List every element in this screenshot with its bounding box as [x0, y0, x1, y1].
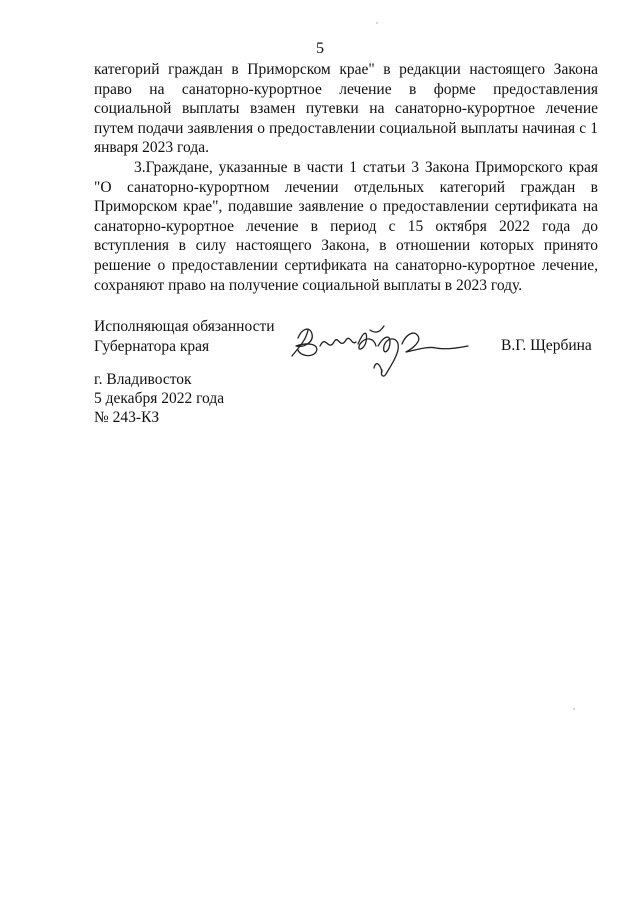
- law-text: [94, 60, 598, 295]
- page-number: 5: [316, 40, 324, 57]
- place-of-signing: г. Владивосток: [94, 371, 192, 388]
- enactment-details: [94, 370, 224, 427]
- position-line-1: Исполняющая обязанности: [94, 318, 275, 335]
- scan-speck: [376, 22, 378, 24]
- date-of-signing: 5 декабря 2022 года: [94, 390, 225, 407]
- signatory-name: В.Г. Щербина: [501, 337, 592, 354]
- position-line-2: Губернатора края: [94, 338, 210, 355]
- scan-speck: [573, 708, 575, 710]
- handwritten-signature: [286, 316, 476, 380]
- paragraph-3: 3.Граждане, указанные в части 1 статьи 3 Закона Приморского края "О санаторно-курортном лечении отдельных категорий граждан в Приморском крае", подавшие заявление о предоставлении сертификата на санаторно-курортное лечение в период с 15 октября 2022 года до вступления в силу настоящего Закона, в отношении которых принято решение о предоставлении сертификата на санаторно-курортное лечение, сохраняют право на получение социальной выплаты в 2023 году.: [94, 158, 598, 294]
- law-number: № 243-КЗ: [94, 409, 160, 426]
- signatory-position: [94, 317, 275, 357]
- paragraph-continuation: категорий граждан в Приморском крае" в редакции настоящего Закона право на санаторно-курортное лечение в форме предоставления социальной выплаты взамен путевки на санаторно-курортное лечение путем подачи заявления о предоставлении социальной выплаты начиная с 1 января 2023 года.: [94, 61, 598, 157]
